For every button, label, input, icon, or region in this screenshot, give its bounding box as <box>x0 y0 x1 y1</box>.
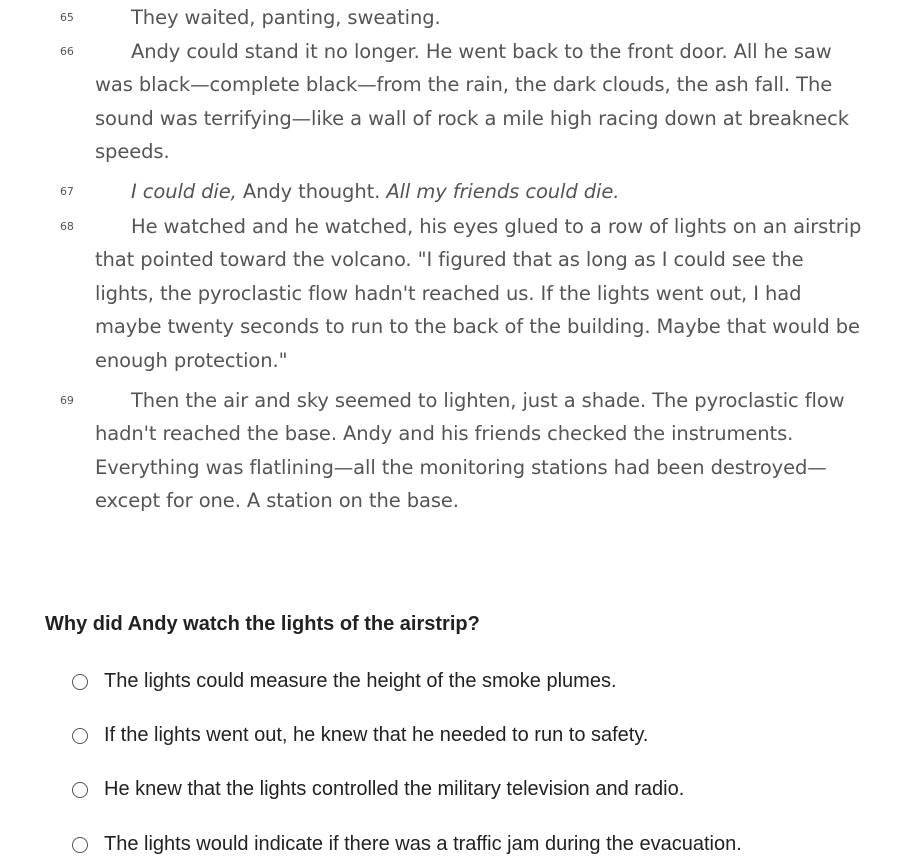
paragraph-number: 66 <box>60 45 74 58</box>
paragraph-text: Then the air and sky seemed to lighten, just a shade. The pyroclastic flow hadn't reached the base. Andy and his friends checked the instruments. Everything was flatlining—all the monitoring stations had been destroyed—except for one. A station on the base. <box>95 389 845 513</box>
answer-option-label[interactable]: The lights would indicate if there was a traffic jam during the evacuation. <box>104 833 742 855</box>
radio-button[interactable] <box>72 674 88 690</box>
paragraph-text: Andy could stand it no longer. He went back to the front door. All he saw was black—complete black—from the rain, the dark clouds, the ash fall. The sound was terrifying—like a wall of rock a mile high racing down at breakneck speeds. <box>95 40 849 164</box>
radio-button[interactable] <box>72 782 88 798</box>
answer-option-label[interactable]: If the lights went out, he knew that he needed to run to safety. <box>104 724 649 746</box>
paragraph-text: He watched and he watched, his eyes glued to a row of lights on an airstrip that pointed toward the volcano. "I figured that as long as I could see the lights, the pyroclastic flow hadn't reached us. If the lights went out, I had maybe twenty seconds to run to the back of the building. Maybe that would be enough protection." <box>95 215 862 372</box>
answer-option-label[interactable]: He knew that the lights controlled the military television and radio. <box>104 778 685 800</box>
paragraph-67 <box>0 175 865 208</box>
answer-option-c[interactable] <box>72 776 892 803</box>
paragraph-65 <box>0 1 865 34</box>
radio-button[interactable] <box>72 728 88 744</box>
paragraph-number: 69 <box>60 394 74 407</box>
paragraph-number: 67 <box>60 185 74 198</box>
paragraph-text: Andy thought. <box>236 180 387 203</box>
italic-thought: I could die, <box>131 180 237 203</box>
paragraph-69 <box>0 384 865 518</box>
answer-option-b[interactable] <box>72 722 892 749</box>
paragraph-66 <box>0 35 865 169</box>
answer-option-d[interactable] <box>72 831 892 858</box>
answer-option-a[interactable] <box>72 668 892 695</box>
question-prompt: Why did Andy watch the lights of the airstrip? <box>45 613 480 635</box>
italic-thought: All my friends could die. <box>386 180 620 203</box>
paragraph-text: They waited, panting, sweating. <box>131 6 441 29</box>
answer-option-label[interactable]: The lights could measure the height of the smoke plumes. <box>104 670 617 692</box>
radio-button[interactable] <box>72 837 88 853</box>
answer-options <box>72 668 892 857</box>
paragraph-number: 65 <box>60 11 74 24</box>
paragraph-68 <box>0 210 865 377</box>
paragraph-number: 68 <box>60 220 74 233</box>
